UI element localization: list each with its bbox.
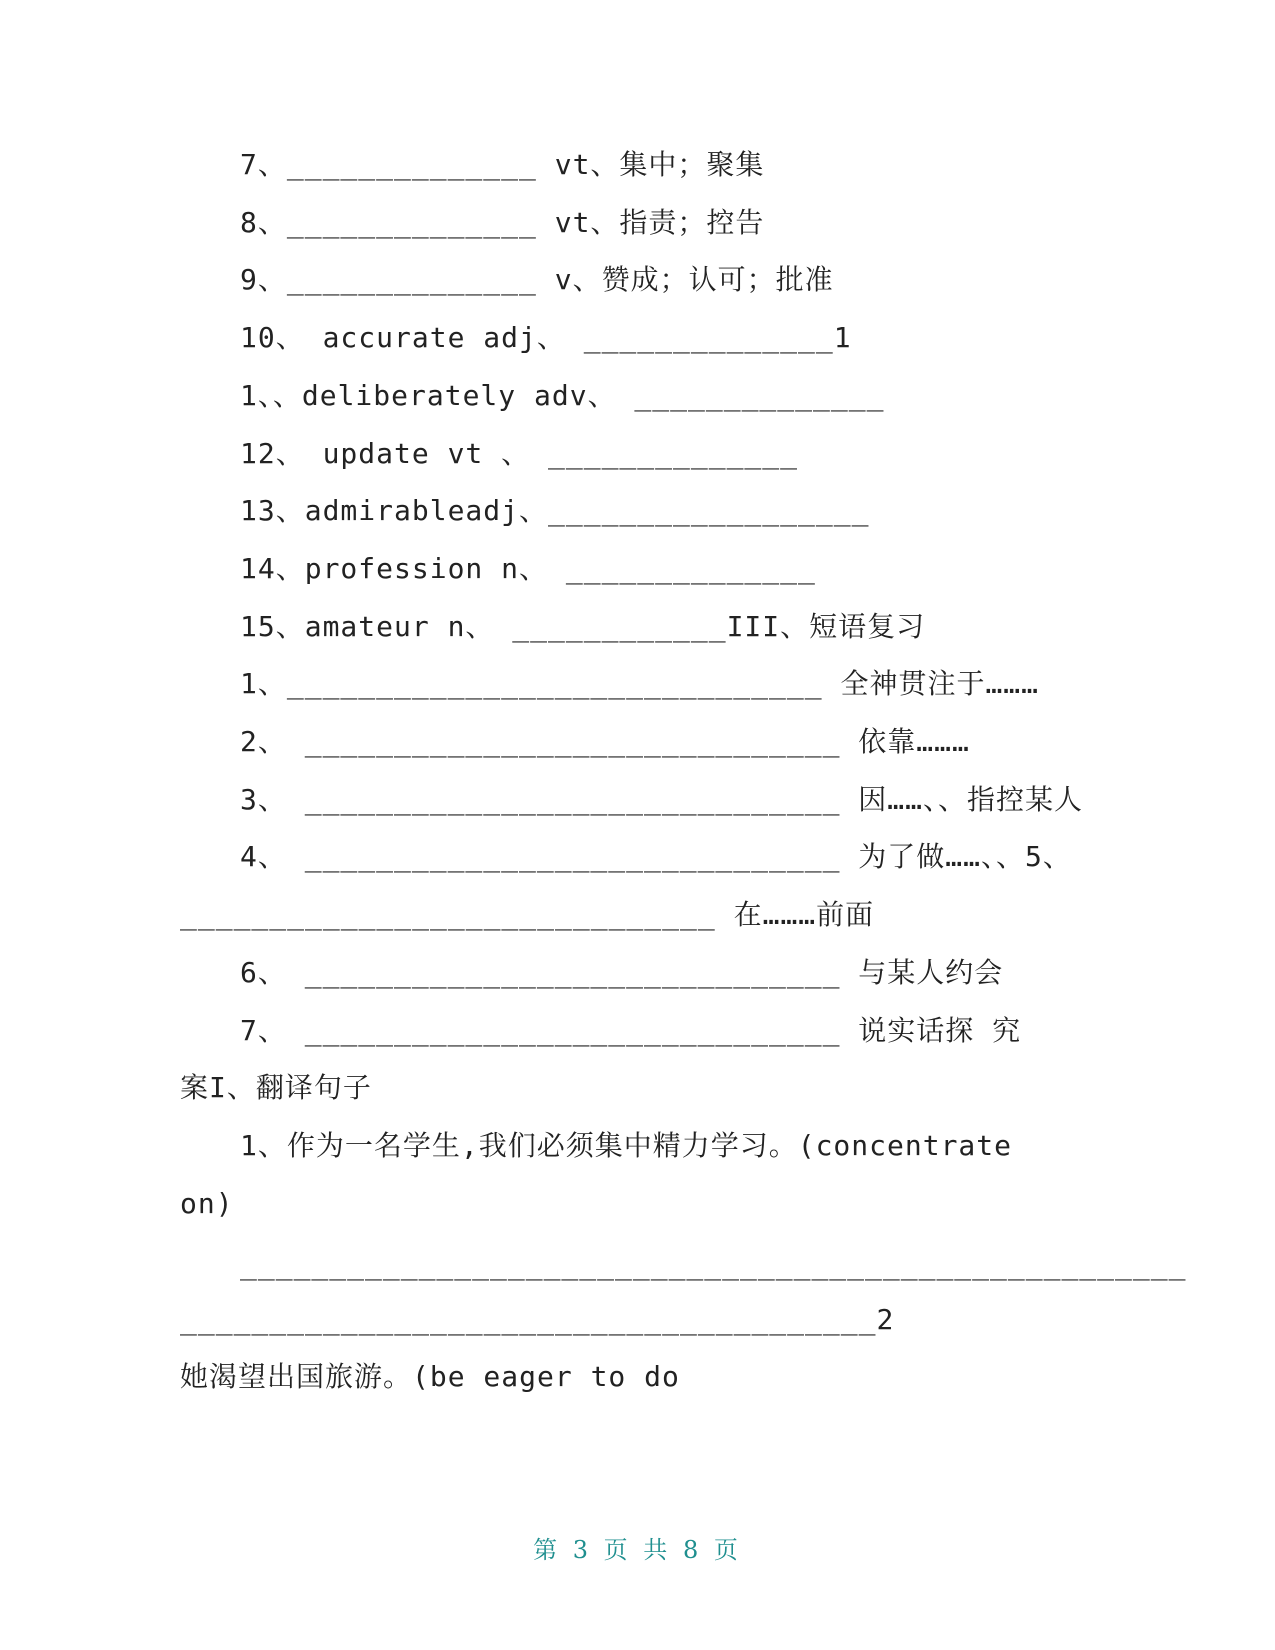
page-footer: 第 3 页 共 8 页	[533, 1536, 742, 1564]
translation-prompt-1: 1、作为一名学生,我们必须集中精力学习。(concentrate	[240, 1129, 1013, 1162]
phrase-item-2: 2、 ______________________________ 依靠………	[240, 725, 970, 758]
phrase-item-4: 4、 ______________________________ 为了做……、、5、	[240, 840, 1072, 873]
vocab-item-10: 10、 accurate adj、 ______________1	[240, 321, 852, 354]
section-heading-translation: 案I、翻译句子	[180, 1071, 372, 1104]
translation-prompt-1-cont: on)	[180, 1187, 234, 1220]
translation-prompt-2: 她渴望出国旅游。(be eager to do	[180, 1360, 680, 1393]
vocab-item-8: 8、______________ vt、指责；控告	[240, 206, 765, 239]
answer-blank-1b: _______________________________________2	[180, 1303, 895, 1336]
phrase-item-7: 7、 ______________________________ 说实话探 究	[240, 1014, 1022, 1047]
phrase-item-5: ______________________________ 在………前面	[180, 898, 875, 931]
phrase-item-1: 1、______________________________ 全神贯注于………	[240, 667, 1040, 700]
vocab-item-14: 14、profession n、 ______________	[240, 552, 816, 585]
vocab-item-7: 7、______________ vt、集中；聚集	[240, 148, 765, 181]
vocab-item-13: 13、admirableadj、__________________	[240, 494, 870, 527]
phrase-item-6: 6、 ______________________________ 与某人约会	[240, 956, 1004, 989]
vocab-item-11: 1、、deliberately adv、 ______________	[240, 379, 885, 412]
vocab-item-12: 12、 update vt 、 ______________	[240, 437, 799, 470]
vocab-item-15: 15、amateur n、 ____________III、短语复习	[240, 610, 926, 643]
phrase-item-3: 3、 ______________________________ 因……、、指控某人	[240, 783, 1084, 816]
answer-blank-1a: _____________________________________________________	[240, 1248, 1187, 1281]
vocab-item-9: 9、______________ v、赞成；认可；批准	[240, 263, 834, 296]
